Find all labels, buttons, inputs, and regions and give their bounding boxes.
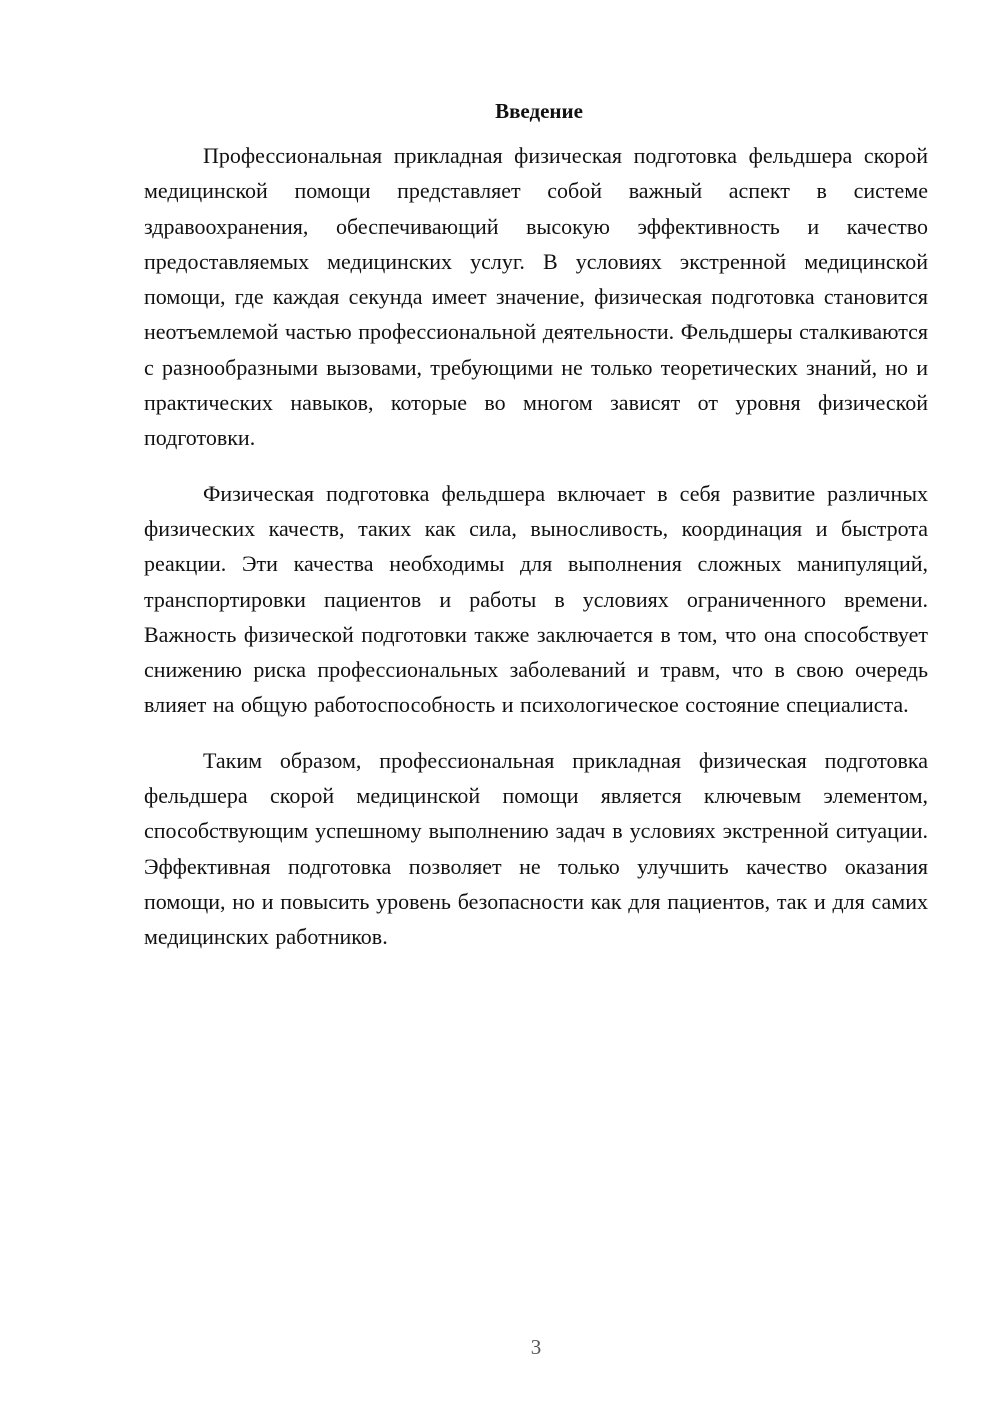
paragraph-2: Физическая подготовка фельдшера включает в себя развитие различных физических качеств, таких как сила, выносливость, координация и быстрота реакции. Эти качества необходимы для выполнения сложных манипуляций, транспортировки пациентов и работы в условиях ограниченного времени. Важность физической подготовки также заключается в том, что она способствует снижению риска профессиональных заболеваний и травм, что в свою очередь влияет на общую работоспособность и психологическое состояние специалиста. [144,480,928,718]
page-number: 3 [530,1335,542,1359]
paragraph-1: Профессиональная прикладная физическая подготовка фельдшера скорой медицинской помощи представляет собой важный аспект в системе здравоохранения, обеспечивающий высокую эффективность и качество предоставляемых медицинских услуг. В условиях экстренной медицинской помощи, где каждая секунда имеет значение, физическая подготовка становится неотъемлемой частью профессиональной деятельности. Фельдшеры сталкиваются с разнообразными вызовами, требующими не только теоретических знаний, но и практических навыков, которые во многом зависят от уровня физической подготовки. [144,143,928,451]
page-content [144,98,928,975]
paragraph-3: Таким образом, профессиональная прикладная физическая подготовка фельдшера скорой медицинской помощи является ключевым элементом, способствующим успешному выполнению задач в условиях экстренной ситуации. Эффективная подготовка позволяет не только улучшить качество оказания помощи, но и повысить уровень безопасности как для пациентов, так и для самих медицинских работников. [144,747,928,950]
section-title: Введение [495,99,583,123]
